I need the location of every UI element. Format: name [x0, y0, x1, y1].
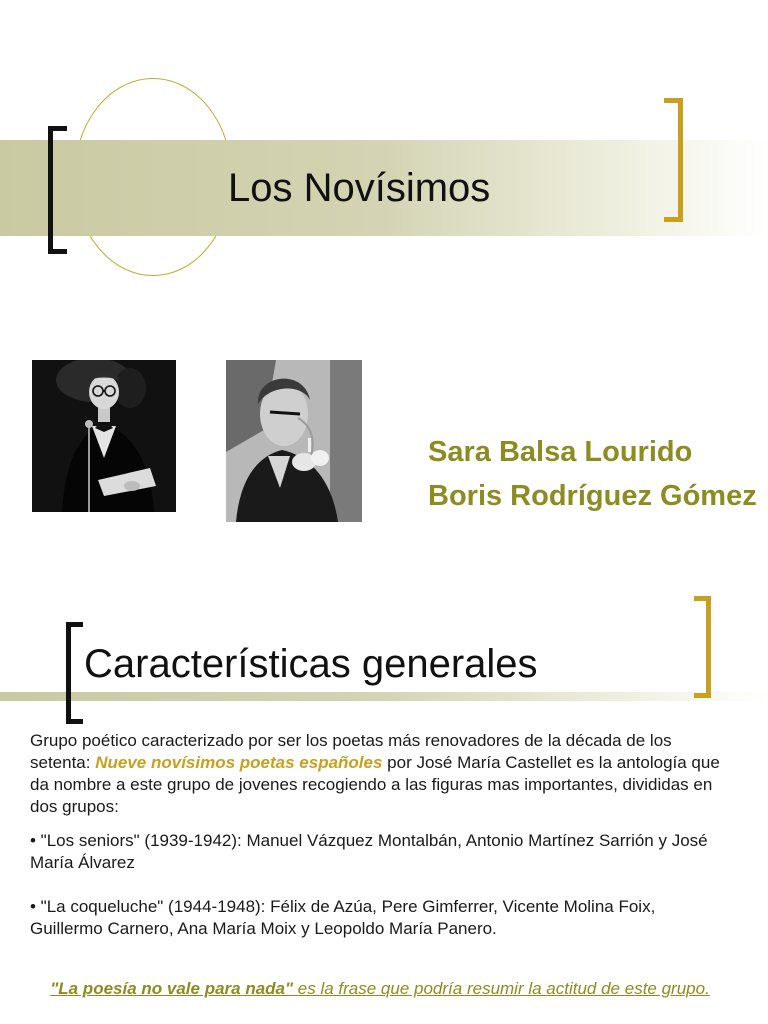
- left-bracket-icon: [66, 622, 83, 724]
- author-list: [428, 430, 757, 518]
- intro-paragraph: Grupo poético caracterizado por ser los poetas más renovadores de la década de los setenta: Nueve novísimos poetas españoles por José María Castellet es la antología que da nombre a este grupo de jovenes recogiendo a las figuras mas importantes, divididas en dos grupos:: [30, 731, 720, 816]
- author-name: Sara Balsa Lourido: [428, 436, 693, 468]
- summary-quote: "La poesía no vale para nada" es la frase que podría resumir la actitud de este grupo.: [50, 979, 710, 998]
- content-slide: [0, 576, 768, 1024]
- slide-title: Los Novísimos: [228, 166, 491, 210]
- anthology-title: Nueve novísimos poetas españoles: [95, 753, 383, 772]
- title-underline-band: [0, 692, 768, 701]
- bullet-item: • "Los seniors" (1939-1942): Manuel Vázquez Montalbán, Antonio Martínez Sarrión y José María Álvarez: [30, 831, 708, 872]
- right-bracket-icon: [664, 98, 683, 222]
- bullet-item: • "La coqueluche" (1944-1948): Félix de Azúa, Pere Gimferrer, Vicente Molina Foix, Guillermo Carnero, Ana María Moix y Leopoldo María Panero.: [30, 897, 656, 938]
- left-bracket-icon: [48, 126, 67, 254]
- author-photo-1: [32, 360, 176, 512]
- right-bracket-icon: [694, 596, 711, 698]
- author-photo-2: [226, 360, 362, 522]
- slide-body: [30, 730, 730, 952]
- slide-title: Características generales: [84, 642, 538, 686]
- author-name: Boris Rodríguez Gómez: [428, 480, 757, 512]
